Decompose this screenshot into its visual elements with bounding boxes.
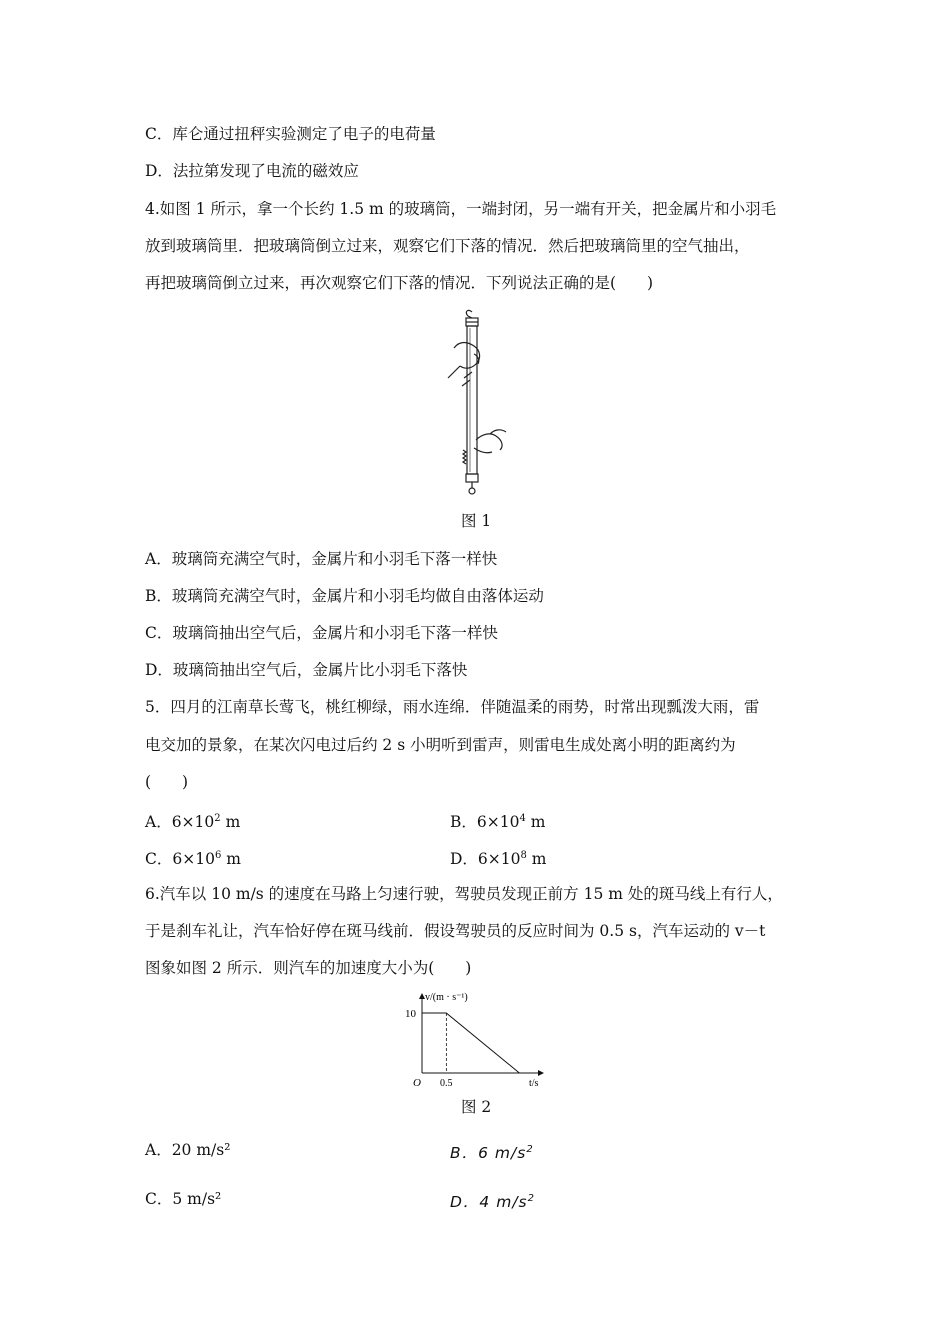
q3-option-c: C．库仑通过扭秤实验测定了电子的电荷量 <box>145 125 436 143</box>
q6-stem-line-3: 图象如图 2 所示．则汽车的加速度大小为( ) <box>145 959 472 977</box>
figure-2-caption: 图 2 <box>461 1098 492 1116</box>
q5-option-a: A．$6\times 10^2$ m <box>145 813 241 831</box>
q4-stem-line-1: 4.如图 1 所示，拿一个长约 1.5 m 的玻璃筒，一端封闭，另一端有开关，把金属片和小羽毛 <box>145 200 777 218</box>
q6-stem-line-1: 6.汽车以 10 m/s 的速度在马路上匀速行驶，驾驶员发现正前方 15 m 处的斑马线上有行人， <box>145 885 783 903</box>
q4-option-b: B．玻璃筒充满空气时，金属片和小羽毛均做自由落体运动 <box>145 587 544 605</box>
figure-1-caption: 图 1 <box>461 512 492 530</box>
q4-stem-line-2: 放到玻璃筒里．把玻璃筒倒立过来，观察它们下落的情况．然后把玻璃筒里的空气抽出， <box>145 237 750 255</box>
q5-stem-line-2: 电交加的景象，在某次闪电过后约 2 s 小明听到雷声，则雷电生成处离小明的距离约为 <box>145 736 736 754</box>
q6-option-c: C．5 m/s² <box>145 1190 222 1208</box>
origin-label: O <box>413 1077 421 1088</box>
x-tick-label: 0.5 <box>440 1078 453 1088</box>
q4-option-c: C．玻璃筒抽出空气后，金属片和小羽毛下落一样快 <box>145 624 498 642</box>
q6-option-b: B．6 $m/s^2$ <box>450 1144 534 1162</box>
figure-1-glass-tube <box>430 308 520 498</box>
q4-option-a: A．玻璃筒充满空气时，金属片和小羽毛下落一样快 <box>145 550 498 568</box>
series-line <box>422 1013 519 1073</box>
q4-option-d: D．玻璃筒抽出空气后，金属片比小羽毛下落快 <box>145 661 468 679</box>
q5-stem-line-3: ( ) <box>145 773 189 791</box>
x-axis-label: t/s <box>529 1078 539 1088</box>
y-tick-label: 10 <box>405 1008 416 1020</box>
q5-option-d: D．$6\times 10^8$ m <box>450 850 547 868</box>
q5-stem-line-1: 5．四月的江南草长莺飞，桃红柳绿，雨水连绵．伴随温柔的雨势，时常出现瓢泼大雨，雷 <box>145 698 760 716</box>
q5-option-c: C．$6\times 10^6$ m <box>145 850 241 868</box>
q4-stem-line-3: 再把玻璃筒倒立过来，再次观察它们下落的情况．下列说法正确的是( ) <box>145 274 654 292</box>
q6-option-a: A．20 m/s² <box>145 1141 231 1159</box>
q5-option-b: B．$6\times 10^4$ m <box>450 813 546 831</box>
figure-2-vt-chart <box>395 988 555 1088</box>
q6-stem-line-2: 于是刹车礼让，汽车恰好停在斑马线前．假设驾驶员的反应时间为 0.5 s，汽车运动的 v－t <box>145 922 766 940</box>
y-axis-label: v/(m · s⁻¹) <box>425 992 468 1003</box>
q6-option-d: D．4 $m/s^2$ <box>450 1193 535 1211</box>
q3-option-d: D．法拉第发现了电流的磁效应 <box>145 162 359 180</box>
